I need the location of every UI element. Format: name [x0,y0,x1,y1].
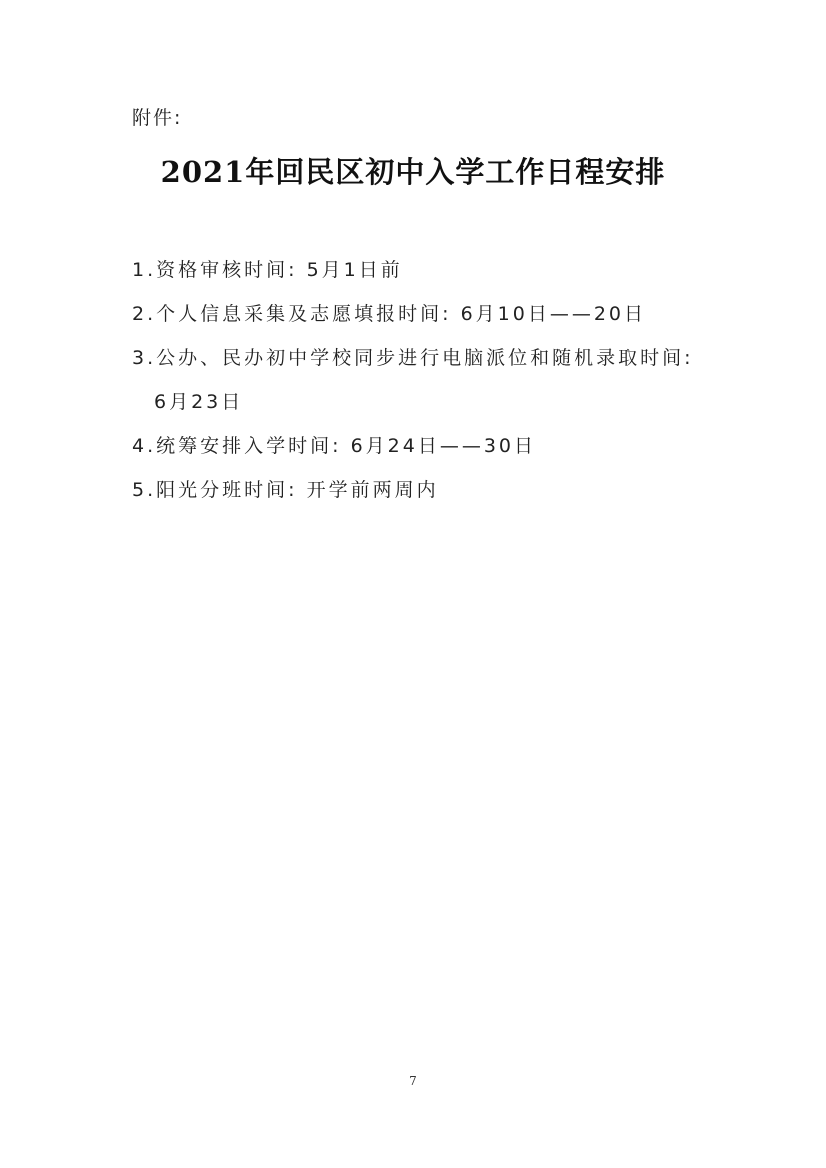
schedule-item-qualification-review: 1.资格审核时间: 5月1日前 [132,259,403,281]
schedule-list [132,256,732,520]
attachment-label: 附件: [132,107,183,129]
schedule-item-info-collection: 2.个人信息采集及志愿填报时间: 6月10日——20日 [132,303,647,325]
schedule-item-computer-allocation: 3.公办、民办初中学校同步进行电脑派位和随机录取时间: [132,347,694,369]
schedule-item-class-assignment: 5.阳光分班时间: 开学前两周内 [132,479,439,501]
schedule-item-coordinated-enrollment: 4.统筹安排入学时间: 6月24日——30日 [132,435,537,457]
document-title: 2021年回民区初中入学工作日程安排 [160,155,666,189]
schedule-item-computer-allocation-date: 6月23日 [154,391,244,413]
page-number: 7 [409,1074,417,1088]
